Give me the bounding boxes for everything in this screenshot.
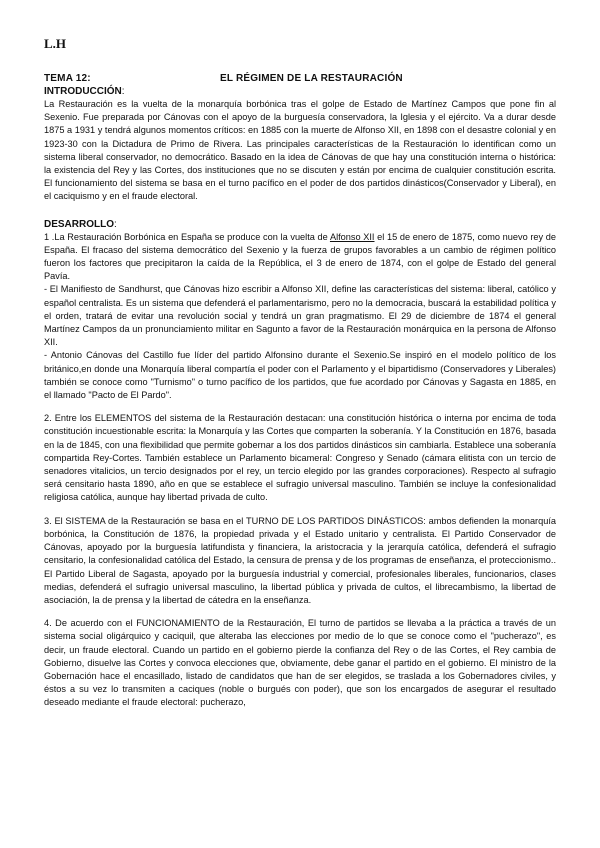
paragraph-3-sistema: 3. El SISTEMA de la Restauración se basa en el TURNO DE LOS PARTIDOS DINÁSTICOS: ambos defienden la monarquía borbónica, la Constitución de 1876, la propiedad privada y el Estado unitario y centralista. El Partido Conservador de Cánovas, apoyado por la burguesía latifundista y financiera, la aristocracia y la jerarquía católica, defenderá el sufragio censitario, la confesionalidad católica del Estado, la censura de prensa y de los programas de enseñanza, el proteccionismo.. El Partido Liberal de Sagasta, apoyado por la burguesía industrial y comercial, profesionales liberales, funcionarios, clases medias, defenderá el sufragio universal masculino, la libertad pública y privada de cultos, el librecambismo, la libertad de asociación, la de prensa y la libertad de cátedra en la enseñanza.: [44, 515, 556, 605]
intro-paragraph: La Restauración es la vuelta de la monarquía borbónica tras el golpe de Estado de Martínez Campos que pone fin al Sexenio. Fue preparada por Cánovas con el apoyo de la burguesía conservadora, la Iglesia y el ejército. Va a durar desde 1875 a 1931 y tendrá algunos momentos críticos: en 1885 con la muerte de Alfonso XII, en 1898 con el desastre colonial y en 1923-30 con la Dictadura de Primo de Rivera. Las principales características de la Restauración lo identifican como un sistema liberal conservador, no democrático. Basado en la idea de Cánovas de que hay una constitución interna o histórica: la existencia del Rey y las Cortes, dos instituciones que no se discuten y están por encima de cualquier constitución escrita. El funcionamiento del sistema se basa en el turno pacífico en el poder de dos partidos dinásticos(Conservador y Liberal), en el caciquismo y en el fraude electoral.: [44, 99, 556, 202]
intro-heading-text: INTRODUCCIÓN: [44, 86, 122, 97]
tema-title: EL RÉGIMEN DE LA RESTAURACIÓN: [220, 73, 403, 84]
desarrollo-heading-colon: :: [114, 218, 117, 230]
tema-number: TEMA 12:: [44, 73, 91, 84]
paragraph-1-canovas: - Antonio Cánovas del Castillo fue líder del partido Alfonsino durante el Sexenio.Se inspiró en el modelo político de los británico,en donde una Monarquía liberal compartía el poder con el Parlamento y el bipartidismo (Conservadores y Liberales) también se conoce como "Turnismo" o turno pacífico de los partidos, que fue acordado por Cánovas y Sagasta en 1885, en el llamado "Pacto de El Pardo".: [44, 350, 556, 401]
author-initials: L.H: [44, 36, 67, 51]
paragraph-1: [44, 231, 556, 284]
paragraph-2-elementos: 2. Entre los ELEMENTOS del sistema de la Restauración destacan: una constitución histórica o interna por encima de toda constitución incuestionable escrita: la Monarquía y las Cortes que comparten la soberanía. Y la Constitución en 1876, basada en la de 1845, con una flexibilidad que permite gobernar a los dos partidos dinásticos sin cambiarla. Establece una soberanía compartida Rey-Cortes. También establece un Parlamento bicameral: Congreso y Senado (cámara elitista con un tercio de senadores vitalicios, un tercio designados por el rey, un tercio elegido por las grandes corporaciones). Respecto al sufragio será censitario hasta 1890, año en que se establece el sufragio universal masculino. También se incluye la confesionalidad religiosa católica, aunque hay libertad privada de culto.: [44, 413, 556, 503]
paragraph-1-start: 1 .La Restauración Borbónica en España se produce con la vuelta de: [44, 231, 330, 242]
intro-heading: [44, 85, 556, 98]
alfonso-xii-link[interactable]: Alfonso XII: [329, 231, 375, 242]
intro-heading-colon: :: [121, 86, 125, 97]
paragraph-1-manifiesto: - El Manifiesto de Sandhurst, que Cánovas hizo escribir a Alfonso XII, define las características del sistema: liberal, católico y español centralista. Es un sistema que defenderá el parlamentarismo, pero no la democracia, buscará la estabilidad política y el orden, tratará de evitar una revolución social y tendrá un gran pragmatismo. El 29 de diciembre de 1874 el general Martínez Campos da un pronunciamiento militar en Sagunto a favor de la Restauración monárquica en la persona de Alfonso XII.: [44, 284, 556, 348]
document-body: [44, 72, 556, 710]
desarrollo-heading-text: DESARROLLO: [44, 218, 114, 230]
paragraph-1-rest: el 15 de enero de 1875, como nuevo rey de España. El fracaso del sistema democrático del Sexenio y la fuerza de grupos favorables a un cambio de régimen político fueron los factores que precipitaron la caída de la República, el 3 de enero de 1874, con el golpe de Estado del general Pavía.: [44, 231, 557, 282]
paragraph-4-funcionamiento: 4. De acuerdo con el FUNCIONAMIENTO de la Restauración, El turno de partidos se llevaba a la práctica a través de un sistema social oligárquico y caciquil, que alteraba las elecciones por medio de lo que se conoce como el "pucherazo", es decir, un fraude electoral. Cuando un partido en el gobierno pierde la confianza del Rey o de las Cortes, el Rey cambia de Gobierno, disuelve las Cortes y convoca elecciones que, obviamente, debe ganar el partido en el gobierno. El ministro de la Gobernación hace el encasillado, listado de candidatos que han de ser elegidos, se traslada a los Gobernadores civiles, y éstos a su vez lo transmiten a caciques (noble o burgués con poder), que son los encargados de asegurar el resultado deseado mediante el fraude electoral: pucherazo,: [44, 618, 556, 708]
desarrollo-heading: [44, 218, 556, 231]
tema-header: [44, 72, 556, 85]
